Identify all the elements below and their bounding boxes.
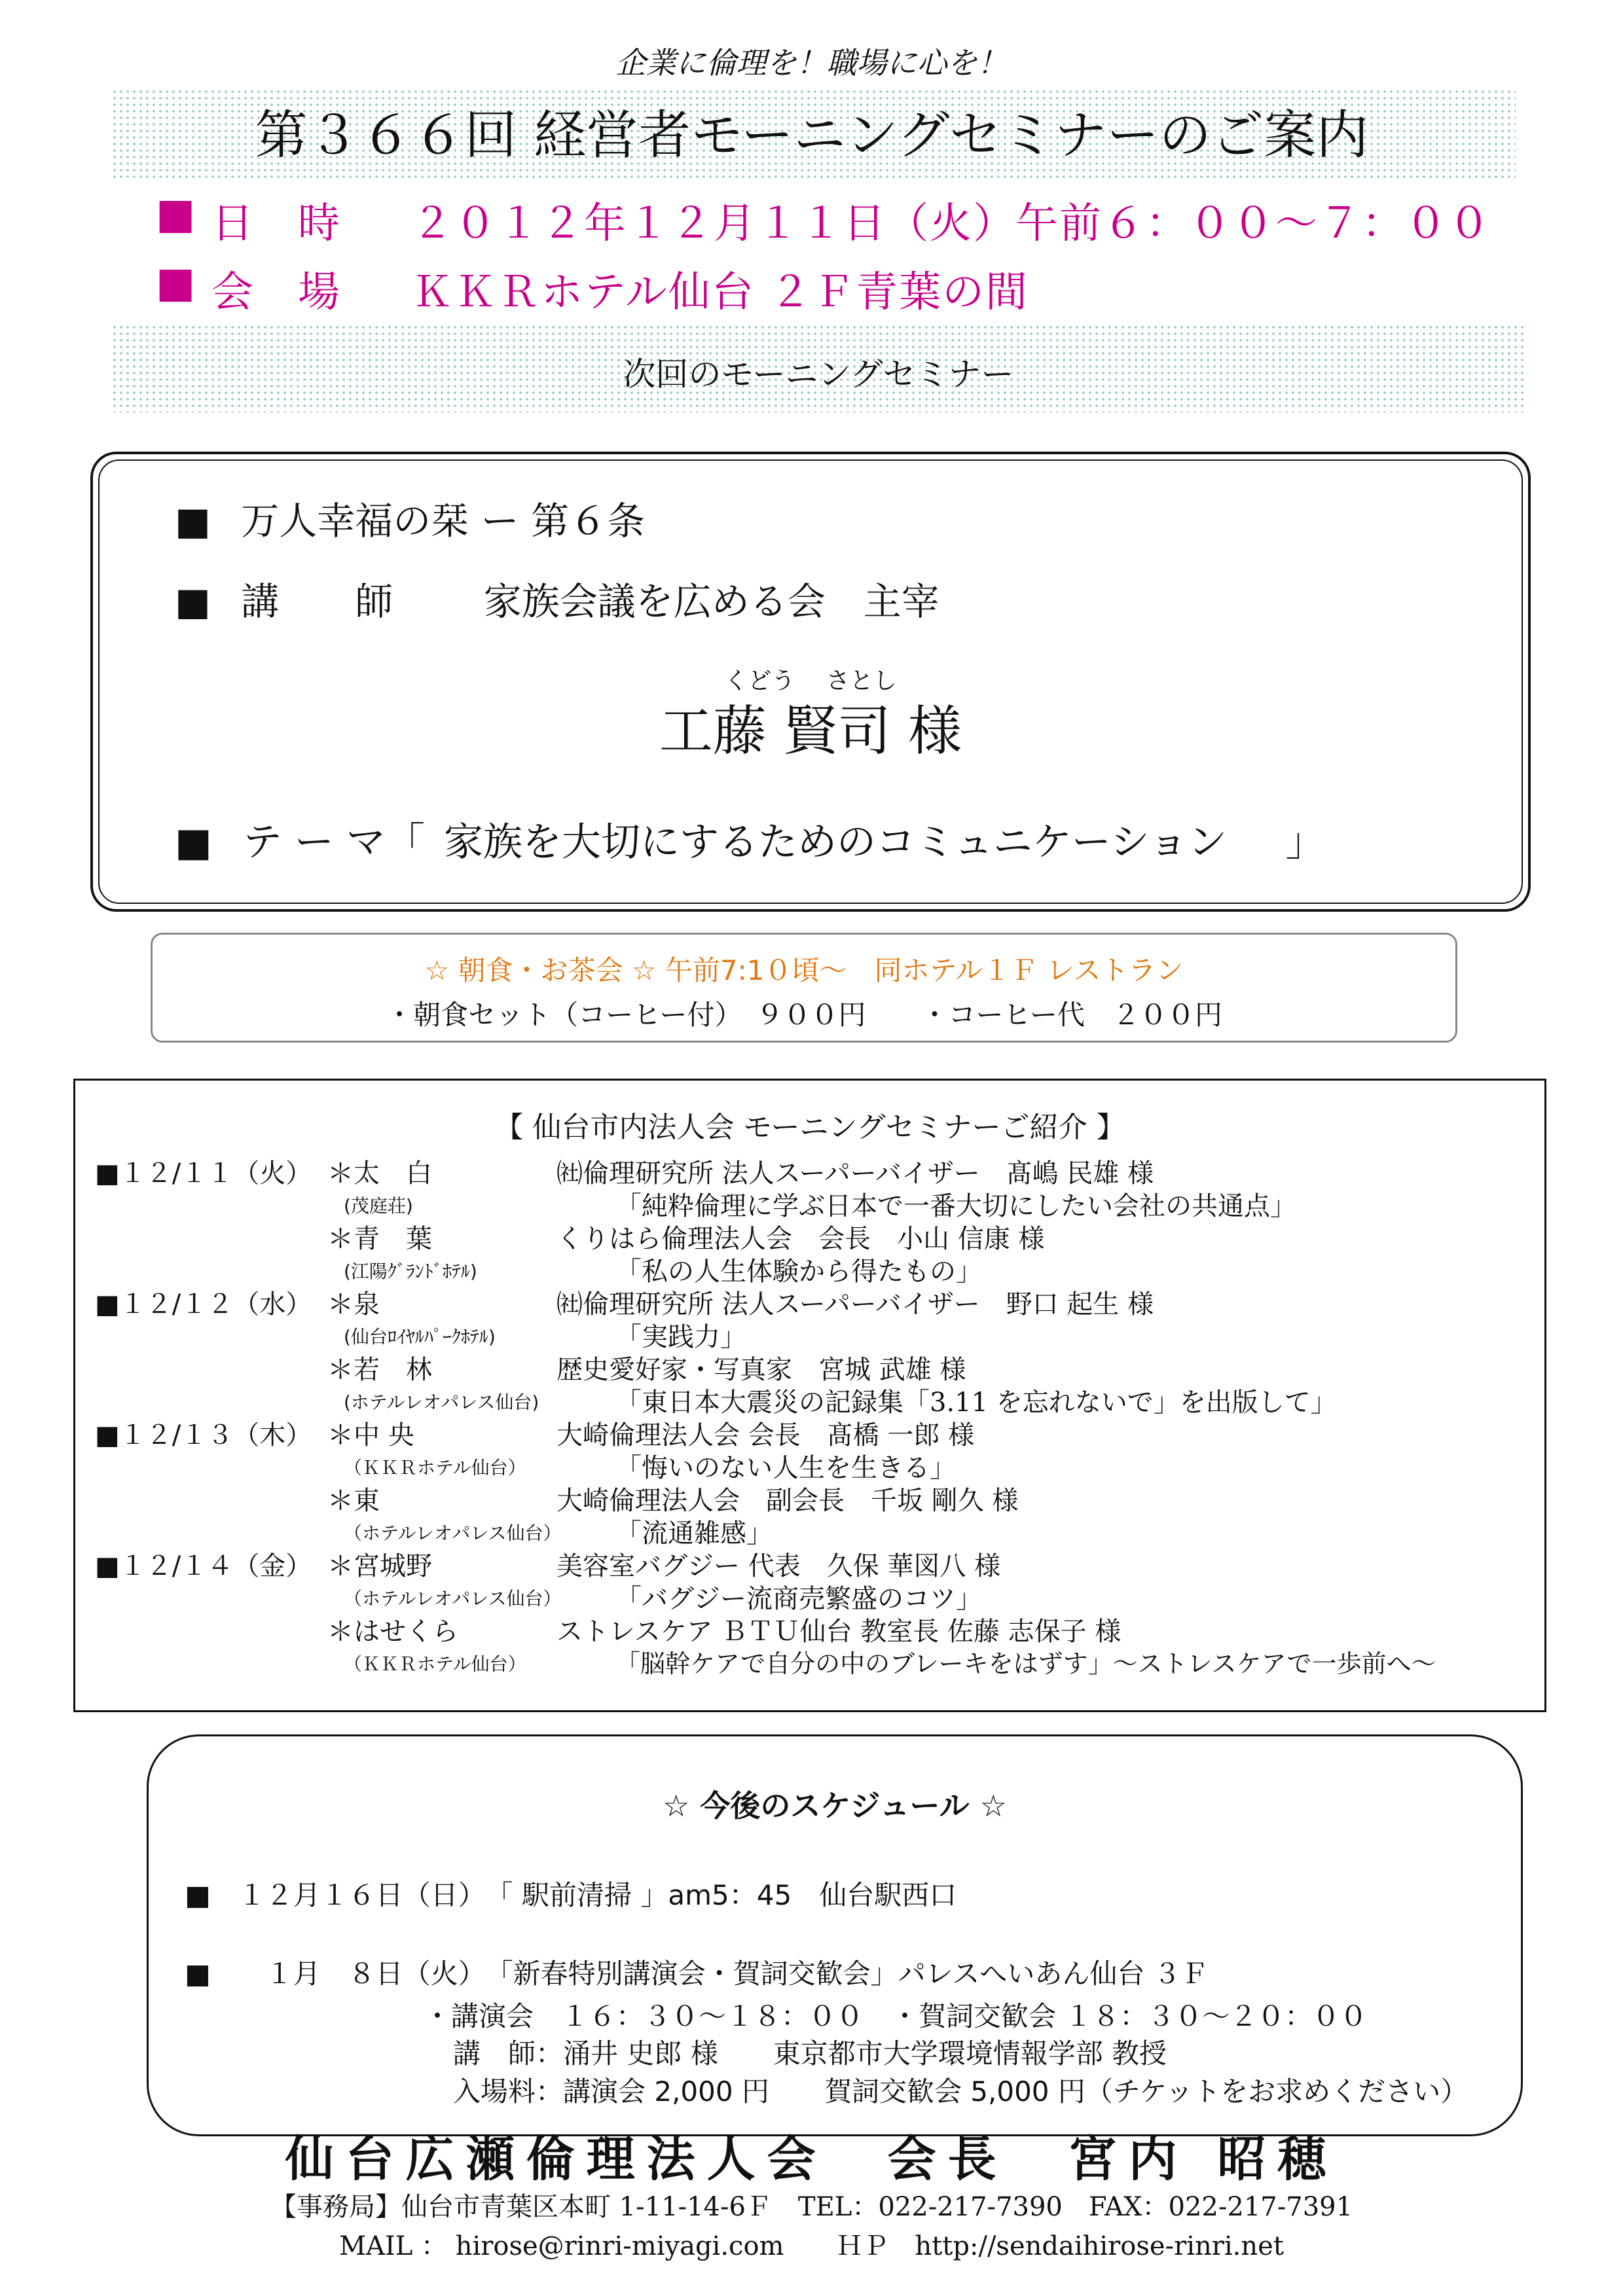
theme-close: 」 (1285, 819, 1325, 865)
date-bullet: ■ (156, 190, 197, 238)
page-title: 第３６６回 経営者モーニングセミナーのご案内 (255, 105, 1369, 166)
entry-theme: 「流通雑感」 (615, 1518, 773, 1549)
entry-venue: (仙台ﾛｲﾔﾙﾊﾟｰｸﾎﾃﾙ) (344, 1326, 496, 1348)
schedule-item-newyear: ■ １月 ８日（火） 「新春特別講演会・賀詞交歓会」パレスへいあん仙台 ３Ｆ (185, 1958, 1209, 1990)
theme-row (175, 811, 1325, 867)
speaker-row (175, 571, 939, 626)
entry-venue: （ＫＫＲホテル仙台） (344, 1457, 526, 1479)
schedule-item-times: ・講演会 １６：３０～１８：００ ・賀詞交歓会 １８：３０～２０：００ (424, 2000, 1368, 2032)
entry-theme: 「東日本大震災の記録集「3.11 を忘れないで」を出版して」 (615, 1388, 1337, 1418)
entry-name: ＊青 葉 (327, 1224, 432, 1254)
entry-theme: 「バグジー流商売繁盛のコツ」 (615, 1584, 982, 1614)
introduction-heading: 【 仙台市内法人会 モーニングセミナーご紹介 】 (494, 1111, 1125, 1144)
schedule-item-lecturer: 講 師：涌井 史郎 様 東京都市大学環境情報学部 教授 (453, 2037, 1167, 2070)
speaker-ruby: くどう さとし (724, 668, 897, 694)
entry-speaker: 美容室バグジー 代表 久保 華図八 様 (556, 1551, 1001, 1581)
contact-line: MAIL ： hirose@rinri-miyagi.com ＨＰ http://sendaihirose-rinri.net (339, 2231, 1284, 2261)
introduction-box (73, 1079, 1546, 1712)
entry-name: ＊中 央 (327, 1420, 414, 1450)
entry-speaker: ストレスケア ＢＴＵ仙台 教室長 佐藤 志保子 様 (556, 1617, 1122, 1647)
lecture-box (90, 452, 1531, 912)
speaker-bullet: ■ (175, 579, 211, 624)
theme-value: 家族を大切にするためのコミュニケーション (444, 819, 1228, 865)
topic-text: 万人幸福の栞 ー 第６条 (241, 499, 646, 543)
entry-theme: 「私の人生体験から得たもの」 (615, 1257, 982, 1287)
theme-bullet: ■ (175, 819, 212, 865)
entry-speaker: 大崎倫理法人会 副会長 千坂 剛久 様 (556, 1486, 1019, 1516)
entry-theme: 「純粋倫理に学ぶ日本で一番大切にしたい会社の共通点」 (615, 1191, 1296, 1221)
venue-row (156, 259, 1596, 317)
breakfast-time: ☆ 朝食・お茶会 ☆ 午前7:1０頃～ 同ホテル１Ｆ レストラン (424, 954, 1184, 986)
venue-bullet: ■ (156, 259, 197, 307)
entry-name: ＊東 (327, 1486, 380, 1516)
entry-name: ＊若 林 (327, 1355, 432, 1385)
date-value: ２０１２年１２月１１日（火）午前６：００～７：００ (411, 200, 1491, 248)
speaker-org: 家族会議を広める会 主宰 (483, 579, 939, 624)
entry-venue: （ＫＫＲホテル仙台） (344, 1653, 526, 1675)
breakfast-prices: ・朝食セット（コーヒー付） ９００円 ・コーヒー代 ２００円 (386, 999, 1222, 1031)
entry-date: ■１２/１２（水） (95, 1289, 312, 1319)
entry-name: ＊宮城野 (327, 1551, 432, 1581)
date-row (156, 190, 1596, 248)
entry-speaker: くりはら倫理法人会 会長 小山 信康 様 (556, 1224, 1045, 1254)
entry-speaker: ㈳倫理研究所 法人スーパーバイザー 野口 起生 様 (556, 1289, 1154, 1319)
date-label: 日 時 (211, 200, 341, 248)
topic-bullet: ■ (175, 499, 211, 543)
schedule-item-cleanup: ■ １２月１６日（日） 「 駅前清掃 」am5：45 仙台駅西口 (185, 1879, 957, 1911)
breakfast-box (151, 933, 1457, 1043)
schedule-box (147, 1734, 1523, 2136)
schedule-heading: ☆ 今後のスケジュール ☆ (663, 1788, 1007, 1823)
entry-theme: 「悔いのない人生を生きる」 (615, 1453, 956, 1483)
office-address: 【事務局】仙台市青葉区本町 1-11-14-6Ｆ TEL：022-217-7390 FAX：022-217-7391 (270, 2192, 1353, 2222)
entry-date: ■１２/１１（火） (95, 1158, 312, 1189)
entry-venue: （ホテルレオパレス仙台） (344, 1588, 562, 1609)
entry-theme: 「実践力」 (615, 1322, 746, 1352)
entry-venue: （ホテルレオパレス仙台） (344, 1522, 562, 1544)
entry-venue: (江陽ｸﾞﾗﾝﾄﾞﾎﾃﾙ) (344, 1261, 477, 1282)
slogan: 企業に倫理を！職場に心を！ (615, 45, 1008, 81)
schedule-item-fee: 入場料：講演会 2,000 円 賀詞交歓会 5,000 円（チケットをお求めください） (453, 2075, 1468, 2108)
organization-name: 仙台広瀬倫理法人会 会長 宮内 昭穂 (285, 2131, 1338, 2187)
speaker-label: 講 師 (241, 579, 393, 624)
entry-theme: 「脳幹ケアで自分の中のブレーキをはずす」～ストレスケアで一歩前へ～ (615, 1649, 1436, 1678)
next-seminar-heading: 次回のモーニングセミナー (623, 355, 1014, 393)
venue-value: ＫＫＲホテル仙台 ２Ｆ青葉の間 (411, 268, 1029, 317)
entry-name: ＊太 白 (327, 1158, 432, 1189)
entry-name: ＊泉 (327, 1289, 380, 1319)
entry-name: ＊はせくら (327, 1617, 458, 1647)
entry-venue: (ホテルレオパレス仙台) (344, 1391, 539, 1413)
entry-date: ■１２/１４（金） (95, 1551, 312, 1581)
entry-speaker: ㈳倫理研究所 法人スーパーバイザー 髙嶋 民雄 様 (556, 1158, 1154, 1189)
speaker-name: 工藤 賢司 様 (659, 700, 962, 762)
entry-venue: (茂庭荘) (344, 1195, 413, 1217)
entry-date: ■１２/１３（木） (95, 1420, 312, 1450)
topic-row (175, 490, 645, 545)
venue-label: 会 場 (211, 268, 341, 317)
entry-speaker: 大崎倫理法人会 会長 髙橋 一郎 様 (556, 1420, 975, 1450)
theme-label: テ ー マ「 (242, 819, 425, 865)
entry-speaker: 歴史愛好家・写真家 宮城 武雄 様 (556, 1355, 966, 1385)
